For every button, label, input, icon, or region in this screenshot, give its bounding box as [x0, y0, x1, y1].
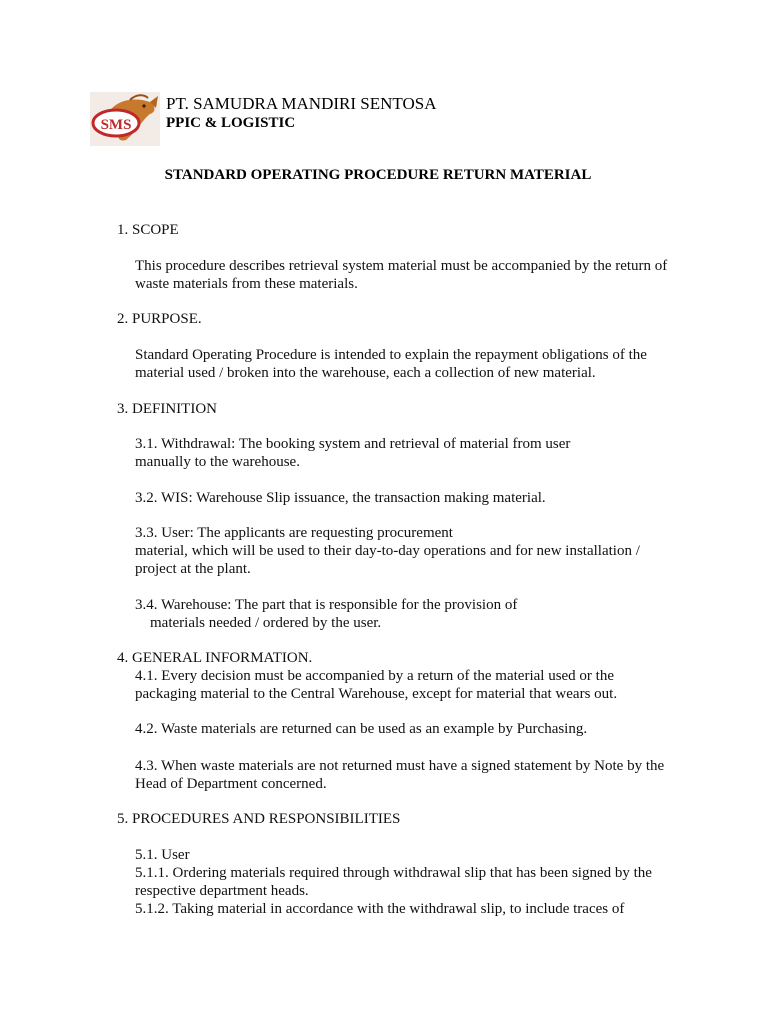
general-item-line: packaging material to the Central Warehouse, except for material that wears out.	[135, 686, 618, 702]
procedure-line: 5.1.2. Taking material in accordance with the withdrawal slip, to include traces of	[135, 901, 625, 917]
definition-item-line: 3.4. Warehouse: The part that is responsible for the provision of	[135, 597, 518, 613]
svg-text:SMS: SMS	[100, 117, 132, 133]
definition-item-line: 3.1. Withdrawal: The booking system and retrieval of material from user	[135, 436, 571, 452]
procedure-line: 5.1.1. Ordering materials required through withdrawal slip that has been signed by the	[135, 865, 652, 881]
procedure-line: respective department heads.	[135, 883, 309, 899]
general-item-line: 4.2. Waste materials are returned can be used as an example by Purchasing.	[135, 721, 588, 737]
purpose-text-line: Standard Operating Procedure is intended to explain the repayment obligations of the	[135, 347, 647, 363]
definition-item-line: manually to the warehouse.	[135, 454, 300, 470]
scope-text-line: waste materials from these materials.	[135, 276, 358, 292]
purpose-text-line: material used / broken into the warehouse, each a collection of new material.	[135, 365, 596, 381]
fish-logo-icon	[90, 92, 160, 146]
section-heading-procedures: 5. PROCEDURES AND RESPONSIBILITIES	[117, 811, 401, 827]
general-item-line: 4.1. Every decision must be accompanied by a return of the material used or the	[135, 668, 615, 684]
procedure-line: 5.1. User	[135, 847, 190, 863]
general-item-line: 4.3. When waste materials are not returned must have a signed statement by Note by the	[135, 758, 665, 774]
section-heading-purpose: 2. PURPOSE.	[117, 311, 202, 327]
section-heading-general-information: 4. GENERAL INFORMATION.	[117, 650, 313, 666]
scope-text-line: This procedure describes retrieval system material must be accompanied by the return of	[135, 258, 668, 274]
general-item-line: Head of Department concerned.	[135, 776, 327, 792]
section-heading-definition: 3. DEFINITION	[117, 401, 217, 417]
definition-item-line: materials needed / ordered by the user.	[150, 615, 382, 631]
definition-item-line: material, which will be used to their day-to-day operations and for new installation /	[135, 543, 640, 559]
company-logo	[90, 92, 160, 146]
definition-item-line: 3.3. User: The applicants are requesting procurement	[135, 525, 453, 541]
section-heading-scope: 1. SCOPE	[117, 222, 179, 238]
company-department: PPIC & LOGISTIC	[166, 115, 296, 131]
company-name: PT. SAMUDRA MANDIRI SENTOSA	[166, 94, 437, 113]
definition-item-line: project at the plant.	[135, 561, 251, 577]
document-title: STANDARD OPERATING PROCEDURE RETURN MATERIAL	[164, 167, 592, 183]
definition-item-line: 3.2. WIS: Warehouse Slip issuance, the transaction making material.	[135, 490, 546, 506]
